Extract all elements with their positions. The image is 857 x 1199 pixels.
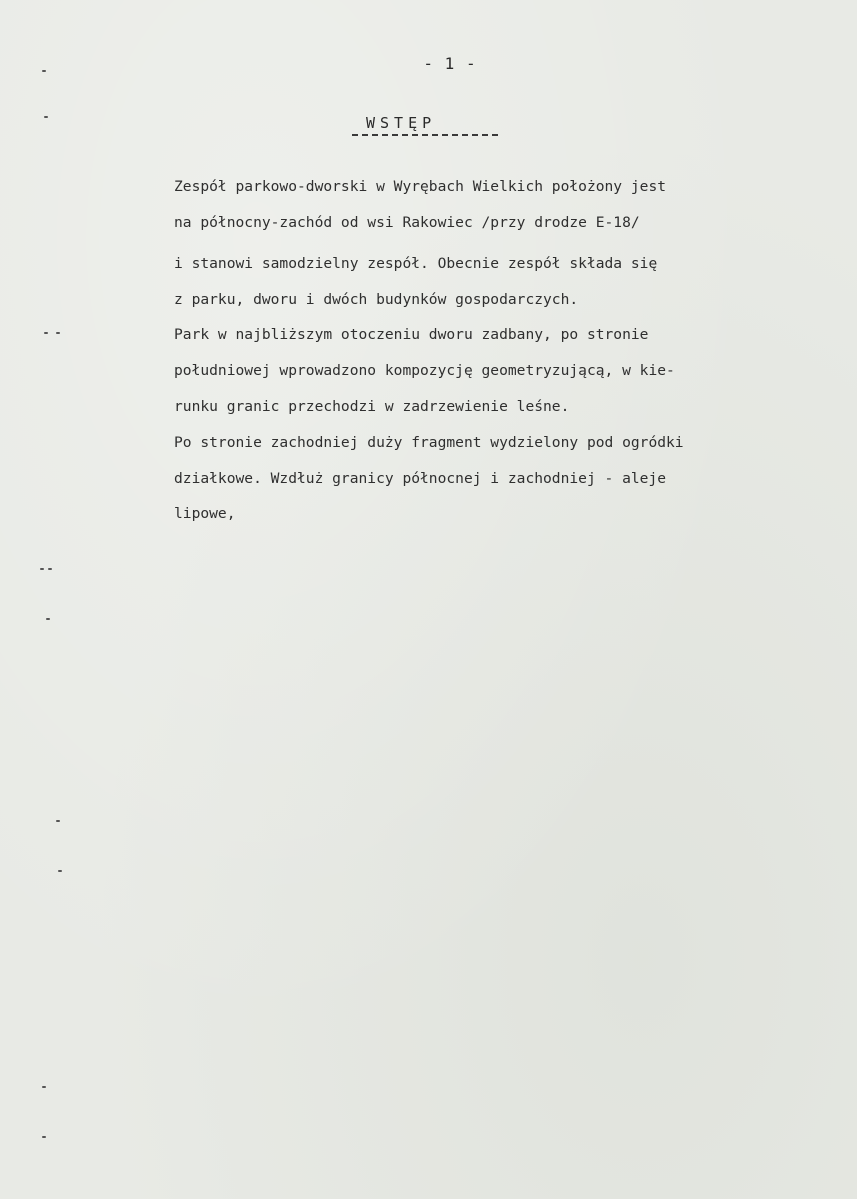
text-line: południowej wprowadzono kompozycję geometryzującą, w kie- — [174, 362, 675, 380]
margin-mark — [56, 820, 60, 822]
margin-mark — [58, 870, 62, 872]
body-text — [174, 174, 814, 537]
margin-mark — [46, 618, 50, 620]
text-line: działkowe. Wzdłuż granicy północnej i zachodniej - aleje — [174, 469, 667, 487]
margin-mark — [44, 332, 48, 334]
margin-mark — [42, 1086, 46, 1088]
text-line: Po stronie zachodniej duży fragment wydzielony pod ogródki — [174, 433, 684, 451]
heading-block — [352, 114, 502, 136]
margin-mark — [42, 1136, 46, 1138]
text-line: lipowe, — [174, 505, 236, 523]
margin-mark — [40, 568, 44, 570]
text-line: Park w najbliższym otoczeniu dworu zadbany, po stronie — [174, 326, 649, 344]
text-line: z parku, dworu i dwóch budynków gospodarczych. — [174, 290, 579, 308]
text-line: Zespół parkowo-dworski w Wyrębach Wielkich położony jest — [174, 178, 667, 195]
margin-mark — [48, 568, 52, 570]
text-line: i stanowi samodzielny zespół. Obecnie zespół składa się — [174, 254, 658, 272]
heading-underline — [352, 134, 498, 136]
margin-mark — [56, 332, 60, 334]
margin-mark — [44, 116, 48, 118]
text-line: runku granic przechodzi w zadrzewienie leśne. — [174, 397, 570, 415]
page-heading: WSTĘP — [366, 114, 437, 132]
page-number: - 1 - — [423, 54, 477, 73]
text-line: na północny-zachód od wsi Rakowiec /przy drodze E-18/ — [174, 213, 640, 231]
